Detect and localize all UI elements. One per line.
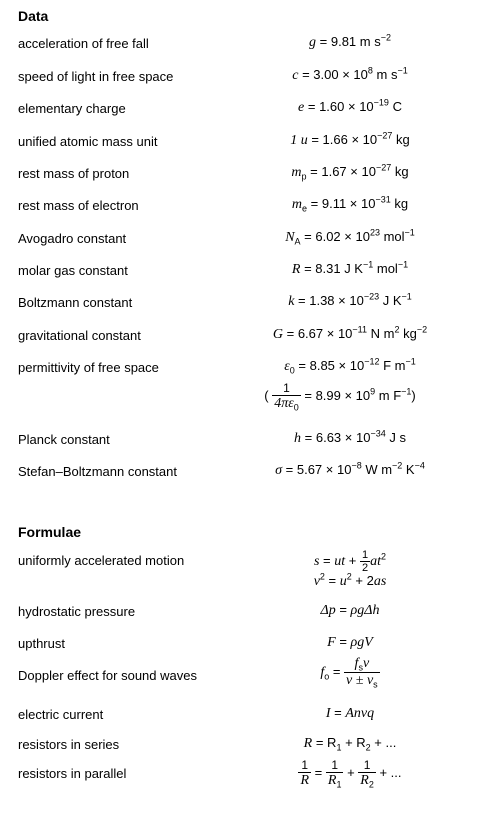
- data-value: $N_A = 6.02 \times 10^{23}$ mol$^{-1}$: [285, 227, 415, 247]
- data-label: elementary charge: [18, 101, 126, 116]
- label-uniform-motion: uniformly accelerated motion: [18, 553, 185, 568]
- data-label: molar gas constant: [18, 263, 128, 278]
- data-label: Stefan–Boltzmann constant: [18, 464, 177, 479]
- label-resistors-series: resistors in series: [18, 737, 120, 752]
- data-value: 1 $u = 1.66 \times 10^{-27}$ kg: [290, 130, 410, 148]
- data-value: g = 9.81 m $s^{-2}$: [309, 32, 391, 50]
- formula-electric-current: I = Anvq: [325, 705, 375, 721]
- data-value: $c = 3.00 \times 10^8$ m $s^{-1}$: [292, 65, 408, 83]
- label-hydrostatic: hydrostatic pressure: [18, 604, 136, 619]
- formula-uniform-1: s = ut + $\frac{1}{2}$ $at^2$: [313, 549, 387, 574]
- data-value: $\varepsilon_0 = 8.85 \times 10^{-12}$ F $m^{-1}$: [284, 356, 416, 376]
- data-value: $h = 6.63 \times 10^{-34}$ J s: [294, 428, 406, 446]
- data-label: permittivity of free space: [18, 360, 159, 375]
- data-label: Planck constant: [18, 432, 110, 447]
- formula-uniform-2: $v^2 = u^2 + 2as$: [313, 571, 387, 589]
- data-value: $m_p = 1.67 \times 10^{-27}$ kg: [291, 162, 409, 182]
- data-value: $k = 1.38 \times 10^{-23}$ J $K^{-1}$: [288, 291, 412, 309]
- formula-hydrostatic: Δp = ρgΔh: [320, 602, 380, 618]
- data-label: Avogadro constant: [18, 231, 127, 246]
- data-value: $G = 6.67 \times 10^{-11}$ N $m^2$ $kg^{-2}$: [272, 324, 428, 342]
- coulomb-constant: ( $\frac{1}{4\pi\varepsilon_0}$ = $8.99 \times 10^9$ m $F^{-1}$): [264, 381, 416, 413]
- label-resistors-parallel: resistors in parallel: [18, 766, 127, 781]
- label-upthrust: upthrust: [18, 636, 65, 651]
- data-label: Boltzmann constant: [18, 295, 133, 310]
- data-value: $m_e = 9.11 \times 10^{-31}$ kg: [291, 194, 409, 214]
- formula-resistors-parallel: $\frac{1}{R}$ = $\frac{1}{R_1}$ + $\frac{1}{R_2}$ + ...: [300, 758, 402, 790]
- data-label: speed of light in free space: [18, 69, 174, 84]
- label-electric-current: electric current: [18, 707, 104, 722]
- data-value: $\sigma = 5.67 \times 10^{-8}$ W $m^{-2}$ $K^{-4}$: [275, 460, 425, 478]
- label-doppler: Doppler effect for sound waves: [18, 668, 197, 683]
- data-heading: Data: [18, 8, 49, 24]
- data-value: R = 8.31 J $K^{-1}$ mol$^{-1}$: [291, 259, 409, 277]
- data-label: gravitational constant: [18, 328, 141, 343]
- data-label: unified atomic mass unit: [18, 134, 158, 149]
- formula-resistors-series: $R = R_1 + R_2$ + ...: [303, 735, 397, 753]
- formula-upthrust: F = ρgV: [327, 634, 373, 650]
- data-value: $e = 1.60 \times 10^{-19}$ C: [298, 97, 402, 115]
- formula-doppler: $f_o$ = $\frac{f_sv}{v \pm v_s}$: [320, 656, 378, 690]
- data-label: acceleration of free fall: [18, 36, 149, 51]
- data-label: rest mass of electron: [18, 198, 139, 213]
- formulae-heading: Formulae: [18, 524, 82, 540]
- data-label: rest mass of proton: [18, 166, 130, 181]
